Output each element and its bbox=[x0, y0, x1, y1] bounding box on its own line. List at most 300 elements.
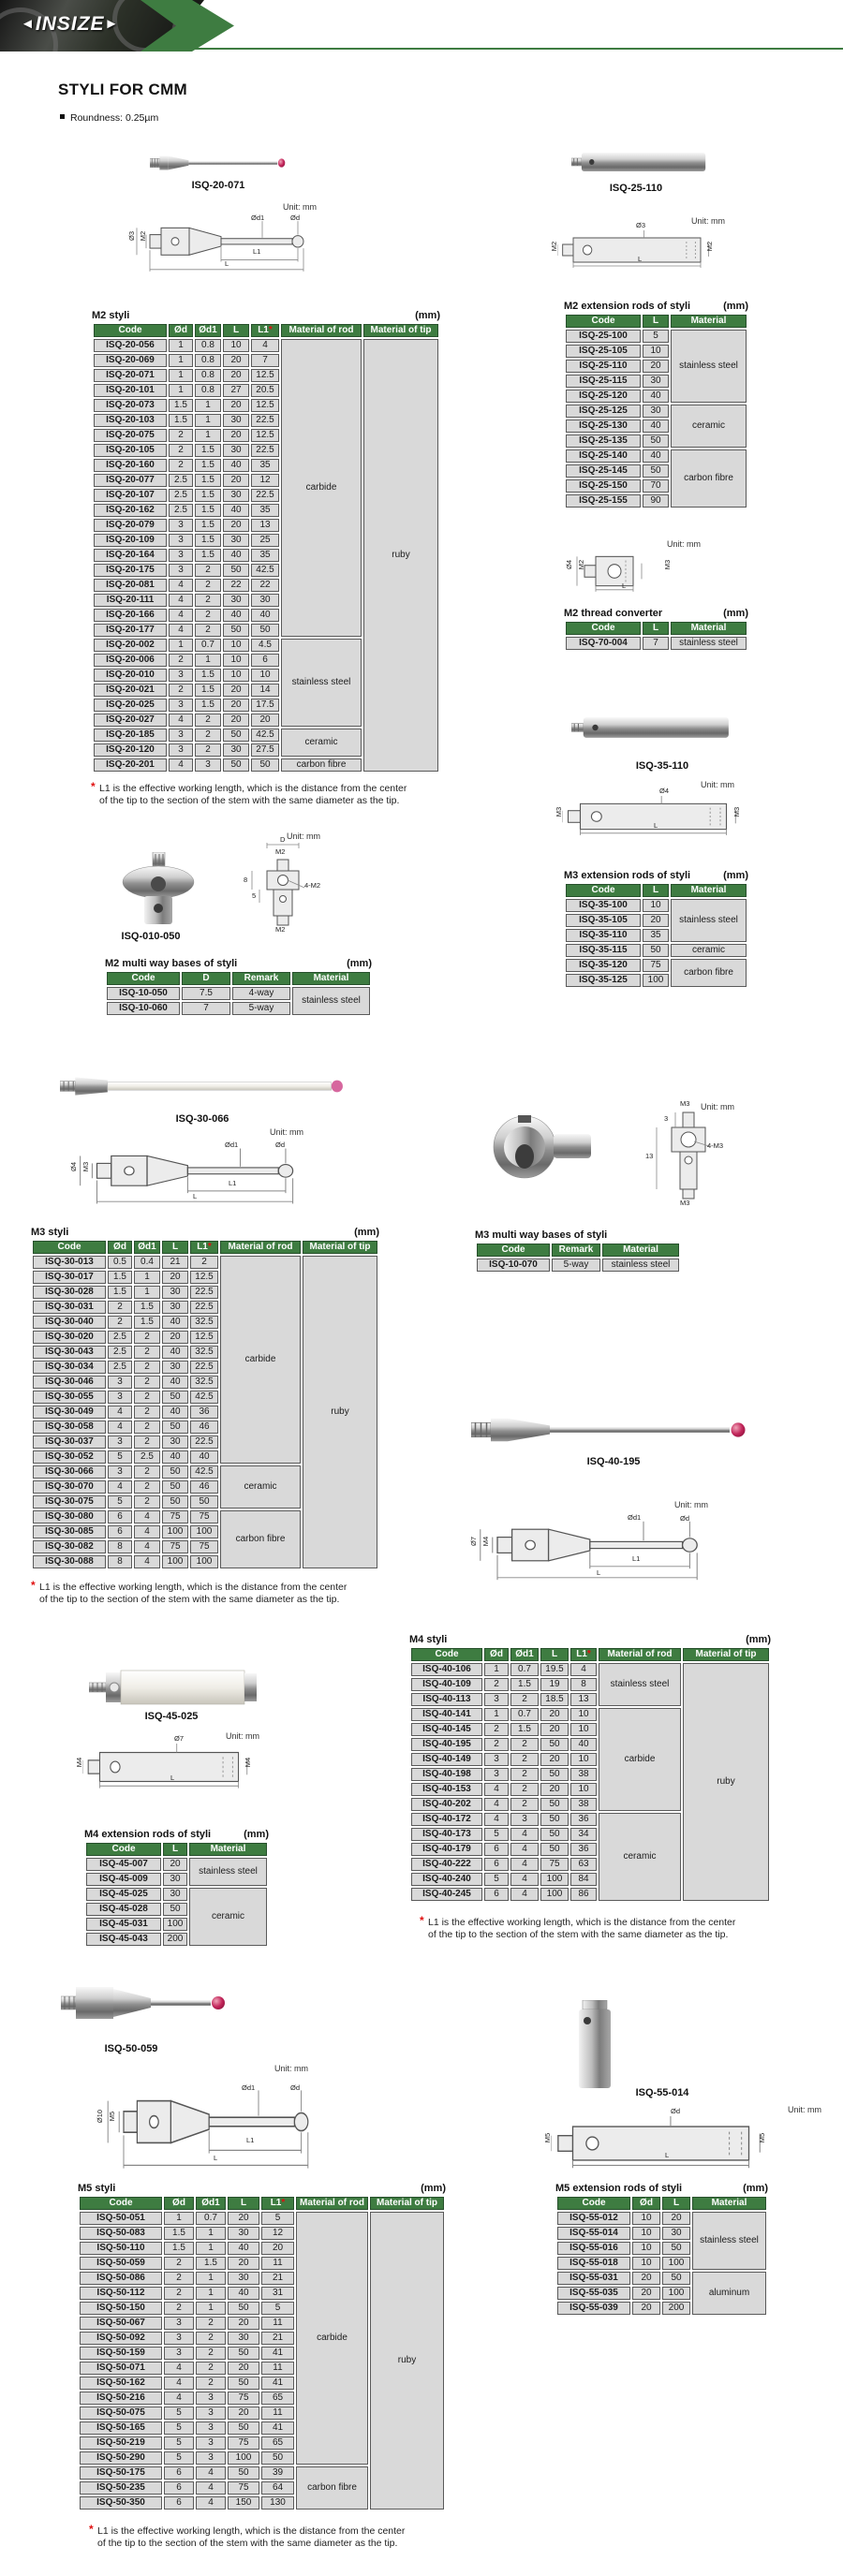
value-cell: 11 bbox=[261, 2362, 294, 2375]
value-cell: 20.5 bbox=[251, 384, 279, 397]
value-cell: 30 bbox=[162, 1435, 188, 1449]
value-cell: 2 bbox=[196, 2332, 226, 2345]
value-cell: 36 bbox=[570, 1813, 597, 1826]
value-cell: 20 bbox=[223, 474, 249, 487]
dim-label: Ød1 bbox=[628, 1513, 642, 1522]
column-header: L bbox=[163, 1843, 187, 1856]
code-cell: ISQ-20-069 bbox=[94, 354, 167, 367]
value-cell: 42.5 bbox=[190, 1465, 218, 1479]
value-cell: 22 bbox=[223, 579, 249, 592]
value-cell: 1.5 bbox=[195, 444, 221, 457]
value-cell: 20 bbox=[228, 2407, 259, 2420]
value-cell: 30 bbox=[223, 414, 249, 427]
table-row bbox=[477, 1259, 679, 1272]
dim-label: Ød bbox=[290, 2083, 301, 2092]
material-cell: stainless steel bbox=[692, 2212, 766, 2270]
isq-35-110-photo bbox=[571, 715, 731, 740]
code-cell: ISQ-30-040 bbox=[33, 1316, 106, 1329]
value-cell: 5 bbox=[164, 2451, 194, 2465]
code-cell: ISQ-50-175 bbox=[80, 2466, 162, 2480]
value-cell: 22.5 bbox=[251, 489, 279, 502]
value-cell: 40 bbox=[570, 1738, 597, 1751]
isq-010-050-label: ISQ-010-050 bbox=[121, 931, 181, 942]
value-cell: 100 bbox=[540, 1888, 569, 1901]
value-cell: 27.5 bbox=[251, 743, 279, 757]
value-cell: 42.5 bbox=[251, 729, 279, 742]
material-cell: stainless steel bbox=[671, 330, 747, 403]
value-cell: 5 bbox=[484, 1828, 509, 1841]
material-cell: stainless steel bbox=[292, 987, 370, 1015]
value-cell: 1 bbox=[196, 2272, 226, 2285]
column-header: L bbox=[162, 1241, 188, 1254]
value-cell: 50 bbox=[228, 2377, 259, 2390]
dim-label: M2 bbox=[139, 230, 148, 242]
section-title: M3 styli bbox=[31, 1227, 69, 1238]
column-header: Ød bbox=[169, 324, 193, 337]
dim-label: L bbox=[597, 1568, 601, 1577]
dim-label: L bbox=[638, 255, 643, 263]
section-unit: (mm) bbox=[354, 1227, 379, 1238]
code-cell: ISQ-50-235 bbox=[80, 2481, 162, 2495]
footnote-line: L1 is the effective working length, which is the distance from the center bbox=[97, 2525, 406, 2537]
value-cell: 2 bbox=[134, 1406, 160, 1419]
value-cell: 20 bbox=[223, 429, 249, 442]
value-cell: 1.5 bbox=[196, 2257, 226, 2270]
dim-label: Ø7 bbox=[174, 1734, 185, 1743]
value-cell: 5-way bbox=[552, 1259, 600, 1272]
value-cell: 1.5 bbox=[169, 414, 193, 427]
footnote-line: of the tip to the section of the stem with the same diameter as the tip. bbox=[97, 2538, 398, 2549]
value-cell: 50 bbox=[162, 1420, 188, 1434]
value-cell: 12.5 bbox=[190, 1331, 218, 1344]
column-header: L1* bbox=[251, 324, 279, 337]
value-cell: 50 bbox=[643, 434, 669, 448]
footnote-line: L1 is the effective working length, which is the distance from the center bbox=[39, 1582, 348, 1593]
value-cell: 8 bbox=[108, 1555, 132, 1568]
roundness-text: Roundness: 0.25µm bbox=[70, 112, 159, 124]
value-cell: 1 bbox=[164, 2212, 194, 2225]
unit-note: Unit: mm bbox=[283, 202, 317, 212]
m5-styli-title bbox=[78, 2183, 446, 2194]
m2-converter-table-grid bbox=[564, 620, 748, 652]
value-cell: 19.5 bbox=[540, 1663, 569, 1676]
value-cell: 40 bbox=[223, 504, 249, 517]
dim-label: Ød1 bbox=[225, 1141, 239, 1149]
code-cell: ISQ-55-031 bbox=[557, 2272, 630, 2285]
isq-20-071-label: ISQ-20-071 bbox=[191, 180, 245, 191]
value-cell: 100 bbox=[662, 2287, 690, 2300]
footnote-line: of the tip to the section of the stem with the same diameter as the tip. bbox=[39, 1594, 340, 1605]
value-cell: 10 bbox=[570, 1723, 597, 1736]
code-cell: ISQ-55-016 bbox=[557, 2242, 630, 2255]
section-title: M4 styli bbox=[409, 1634, 448, 1645]
code-cell: ISQ-35-100 bbox=[566, 899, 641, 912]
value-cell: 3 bbox=[169, 519, 193, 532]
table-row bbox=[566, 449, 747, 463]
value-cell: 100 bbox=[228, 2451, 259, 2465]
value-cell: 3 bbox=[164, 2347, 194, 2360]
unit-note: Unit: mm bbox=[667, 539, 701, 549]
value-cell: 2 bbox=[134, 1480, 160, 1494]
dim-label: L bbox=[225, 259, 229, 268]
value-cell: 6 bbox=[108, 1525, 132, 1538]
column-header: Ød bbox=[632, 2197, 660, 2210]
code-cell: ISQ-30-020 bbox=[33, 1331, 106, 1344]
dim-label: Ø4 bbox=[659, 787, 670, 795]
value-cell: 50 bbox=[223, 624, 249, 637]
value-cell: 22.5 bbox=[251, 444, 279, 457]
dim-label: M2 bbox=[275, 847, 286, 856]
column-header: Code bbox=[477, 1244, 550, 1257]
material-cell: ceramic bbox=[599, 1813, 681, 1901]
value-cell: 39 bbox=[261, 2466, 294, 2480]
dim-label: Ø4 bbox=[69, 1161, 79, 1172]
dim-label: L bbox=[193, 1192, 198, 1200]
code-cell: ISQ-20-164 bbox=[94, 549, 167, 562]
value-cell: 4 bbox=[484, 1783, 509, 1796]
value-cell: 40 bbox=[162, 1376, 188, 1389]
m2-converter-diagram bbox=[565, 549, 681, 594]
material-cell: carbide bbox=[281, 339, 362, 637]
code-cell: ISQ-40-106 bbox=[411, 1663, 482, 1676]
dim-label: L bbox=[622, 581, 627, 590]
value-cell: 50 bbox=[190, 1495, 218, 1509]
table-row bbox=[411, 1663, 769, 1676]
footnote-line: of the tip to the section of the stem with the same diameter as the tip. bbox=[428, 1929, 729, 1940]
value-cell: 75 bbox=[190, 1540, 218, 1553]
value-cell: 3 bbox=[510, 1813, 539, 1826]
isq-25-110-label: ISQ-25-110 bbox=[609, 183, 663, 194]
m3-ext-table-grid bbox=[564, 882, 748, 989]
roundness-bullet bbox=[60, 112, 158, 124]
column-header: L bbox=[223, 324, 249, 337]
value-cell: 4 bbox=[510, 1888, 539, 1901]
code-cell: ISQ-40-173 bbox=[411, 1828, 482, 1841]
code-cell: ISQ-45-009 bbox=[86, 1873, 161, 1886]
value-cell: 1 bbox=[196, 2287, 226, 2300]
value-cell: 1 bbox=[169, 384, 193, 397]
section-title: M2 extension rods of styli bbox=[564, 301, 691, 312]
value-cell: 17.5 bbox=[251, 699, 279, 712]
table-row bbox=[557, 2212, 766, 2225]
value-cell: 4 bbox=[510, 1828, 539, 1841]
value-cell: 100 bbox=[190, 1555, 218, 1568]
value-cell: 21 bbox=[261, 2332, 294, 2345]
material-cell: carbon fibre bbox=[281, 758, 362, 772]
unit-note: Unit: mm bbox=[691, 216, 725, 226]
isq-30-066-photo bbox=[60, 1071, 346, 1101]
value-cell: 0.7 bbox=[510, 1708, 539, 1721]
value-cell: 22.5 bbox=[190, 1435, 218, 1449]
unit-note: Unit: mm bbox=[287, 832, 320, 841]
value-cell: 20 bbox=[228, 2317, 259, 2330]
value-cell: 90 bbox=[643, 494, 669, 508]
code-cell: ISQ-20-056 bbox=[94, 339, 167, 352]
value-cell: 30 bbox=[643, 405, 669, 418]
column-header: L bbox=[643, 315, 669, 328]
value-cell: 1.5 bbox=[108, 1271, 132, 1284]
value-cell: 2 bbox=[510, 1783, 539, 1796]
section-unit: (mm) bbox=[347, 958, 372, 969]
value-cell: 22.5 bbox=[190, 1301, 218, 1314]
code-cell: ISQ-30-017 bbox=[33, 1271, 106, 1284]
column-header: D bbox=[182, 972, 230, 985]
table-row bbox=[566, 959, 747, 972]
section-title: M4 extension rods of styli bbox=[84, 1829, 212, 1840]
code-cell: ISQ-40-198 bbox=[411, 1768, 482, 1781]
value-cell: 4 bbox=[134, 1510, 160, 1524]
m2-bases-table bbox=[105, 970, 372, 1017]
code-cell: ISQ-45-025 bbox=[86, 1888, 161, 1901]
value-cell: 19 bbox=[540, 1678, 569, 1691]
value-cell: 20 bbox=[223, 369, 249, 382]
logo-arrow-right-icon: ► bbox=[104, 16, 120, 32]
m3-bases-title bbox=[475, 1229, 681, 1241]
value-cell: 100 bbox=[163, 1918, 187, 1931]
value-cell: 50 bbox=[251, 758, 279, 772]
unit-note: Unit: mm bbox=[788, 2105, 821, 2114]
value-cell: 30 bbox=[223, 743, 249, 757]
value-cell: 38 bbox=[570, 1768, 597, 1781]
value-cell: 100 bbox=[162, 1555, 188, 1568]
value-cell: 0.7 bbox=[195, 639, 221, 652]
value-cell: 30 bbox=[223, 444, 249, 457]
code-cell: ISQ-25-145 bbox=[566, 464, 641, 478]
material-cell: carbon fibre bbox=[671, 449, 747, 508]
value-cell: 1.5 bbox=[195, 534, 221, 547]
value-cell: 38 bbox=[570, 1798, 597, 1811]
m2-bases-table-grid bbox=[105, 970, 372, 1017]
column-header: Code bbox=[566, 884, 641, 897]
isq-40-195-label: ISQ-40-195 bbox=[586, 1456, 641, 1467]
material-cell: carbon fibre bbox=[671, 959, 747, 987]
section-unit: (mm) bbox=[244, 1829, 269, 1840]
section-title: M3 extension rods of styli bbox=[564, 870, 691, 881]
material-cell: ceramic bbox=[220, 1465, 301, 1509]
value-cell: 21 bbox=[162, 1256, 188, 1269]
value-cell: 42.5 bbox=[251, 564, 279, 577]
value-cell: 30 bbox=[251, 594, 279, 607]
value-cell: 50 bbox=[662, 2242, 690, 2255]
value-cell: 40 bbox=[223, 549, 249, 562]
value-cell: 3 bbox=[484, 1753, 509, 1766]
value-cell: 2 bbox=[169, 429, 193, 442]
value-cell: 2 bbox=[510, 1738, 539, 1751]
m3-styli-title bbox=[31, 1227, 379, 1238]
value-cell: 50 bbox=[540, 1813, 569, 1826]
value-cell: 75 bbox=[228, 2436, 259, 2450]
value-cell: 6 bbox=[251, 654, 279, 667]
value-cell: 2 bbox=[195, 609, 221, 622]
m2-ext-diagram bbox=[550, 221, 717, 270]
value-cell: 0.8 bbox=[195, 369, 221, 382]
code-cell: ISQ-40-202 bbox=[411, 1798, 482, 1811]
code-cell: ISQ-40-141 bbox=[411, 1708, 482, 1721]
value-cell: 1 bbox=[484, 1708, 509, 1721]
value-cell: 150 bbox=[228, 2496, 259, 2510]
value-cell: 50 bbox=[540, 1843, 569, 1856]
value-cell: 20 bbox=[662, 2212, 690, 2225]
material-cell: carbon fibre bbox=[220, 1510, 301, 1568]
code-cell: ISQ-20-201 bbox=[94, 758, 167, 772]
value-cell: 41 bbox=[261, 2377, 294, 2390]
code-cell: ISQ-40-222 bbox=[411, 1858, 482, 1871]
value-cell: 20 bbox=[223, 519, 249, 532]
value-cell: 31 bbox=[261, 2287, 294, 2300]
dim-label: Ød1 bbox=[242, 2083, 256, 2092]
code-cell: ISQ-25-135 bbox=[566, 434, 641, 448]
value-cell: 2 bbox=[196, 2317, 226, 2330]
value-cell: 1.5 bbox=[195, 459, 221, 472]
value-cell: 1 bbox=[195, 654, 221, 667]
value-cell: 10 bbox=[632, 2242, 660, 2255]
footnote bbox=[99, 783, 407, 807]
value-cell: 50 bbox=[540, 1798, 569, 1811]
value-cell: 4 bbox=[484, 1798, 509, 1811]
section-title: M2 multi way bases of styli bbox=[105, 958, 238, 969]
code-cell: ISQ-25-100 bbox=[566, 330, 641, 343]
code-cell: ISQ-30-037 bbox=[33, 1435, 106, 1449]
value-cell: 40 bbox=[643, 390, 669, 403]
value-cell: 20 bbox=[643, 360, 669, 373]
value-cell: 22 bbox=[251, 579, 279, 592]
value-cell: 2 bbox=[134, 1376, 160, 1389]
code-cell: ISQ-45-007 bbox=[86, 1858, 161, 1871]
value-cell: 11 bbox=[261, 2407, 294, 2420]
table-row bbox=[557, 2272, 766, 2285]
value-cell: 12 bbox=[261, 2227, 294, 2240]
isq-55-014-photo bbox=[575, 2000, 614, 2090]
table-row bbox=[33, 1256, 377, 1269]
value-cell: 40 bbox=[251, 609, 279, 622]
value-cell: 20 bbox=[251, 714, 279, 727]
value-cell: 5 bbox=[261, 2302, 294, 2315]
code-cell: ISQ-30-028 bbox=[33, 1286, 106, 1299]
column-header: Code bbox=[107, 972, 180, 985]
value-cell: 4 bbox=[169, 624, 193, 637]
dim-label: M5 bbox=[758, 2132, 767, 2143]
value-cell: 4 bbox=[108, 1420, 132, 1434]
value-cell: 41 bbox=[261, 2347, 294, 2360]
value-cell: 11 bbox=[261, 2257, 294, 2270]
value-cell: 10 bbox=[643, 899, 669, 912]
value-cell: 20 bbox=[632, 2302, 660, 2315]
value-cell: 10 bbox=[570, 1753, 597, 1766]
code-cell: ISQ-10-060 bbox=[107, 1002, 180, 1015]
code-cell: ISQ-40-240 bbox=[411, 1873, 482, 1886]
code-cell: ISQ-25-130 bbox=[566, 420, 641, 433]
value-cell: 32.5 bbox=[190, 1376, 218, 1389]
m5-styli-diagram bbox=[96, 2083, 326, 2174]
code-cell: ISQ-50-290 bbox=[80, 2451, 162, 2465]
value-cell: 6 bbox=[164, 2481, 194, 2495]
value-cell: 1 bbox=[134, 1271, 160, 1284]
dim-label: Ød bbox=[290, 213, 301, 222]
m2-ext-table-grid bbox=[564, 313, 748, 509]
code-cell: ISQ-30-082 bbox=[33, 1540, 106, 1553]
unit-note: Unit: mm bbox=[274, 2064, 308, 2073]
code-cell: ISQ-10-070 bbox=[477, 1259, 550, 1272]
value-cell: 1 bbox=[195, 399, 221, 412]
dim-label: M5 bbox=[543, 2132, 553, 2143]
value-cell: 10 bbox=[223, 669, 249, 682]
section-unit: (mm) bbox=[723, 870, 748, 881]
footnote-line: L1 is the effective working length, which is the distance from the center bbox=[99, 783, 407, 794]
value-cell: 20 bbox=[632, 2272, 660, 2285]
dim-label: Ø10 bbox=[96, 2109, 105, 2124]
value-cell: 4-way bbox=[232, 987, 290, 1000]
value-cell: 22.5 bbox=[190, 1361, 218, 1374]
value-cell: 30 bbox=[162, 1361, 188, 1374]
section-unit: (mm) bbox=[746, 1634, 771, 1645]
m5-ext-table bbox=[555, 2195, 768, 2317]
material-cell: ceramic bbox=[671, 405, 747, 448]
dim-label: M3 bbox=[555, 806, 564, 817]
m5-styli-table-grid bbox=[78, 2195, 446, 2511]
column-header: L1* bbox=[261, 2197, 294, 2210]
value-cell: 3 bbox=[108, 1376, 132, 1389]
column-header: Material of tip bbox=[303, 1241, 377, 1254]
value-cell: 3 bbox=[484, 1768, 509, 1781]
value-cell: 2.5 bbox=[108, 1346, 132, 1359]
column-header: Material of rod bbox=[281, 324, 362, 337]
value-cell: 1 bbox=[195, 429, 221, 442]
code-cell: ISQ-30-034 bbox=[33, 1361, 106, 1374]
code-cell: ISQ-30-088 bbox=[33, 1555, 106, 1568]
value-cell: 20 bbox=[643, 914, 669, 927]
value-cell: 20 bbox=[223, 714, 249, 727]
value-cell: 50 bbox=[662, 2272, 690, 2285]
value-cell: 3 bbox=[164, 2317, 194, 2330]
value-cell: 100 bbox=[190, 1525, 218, 1538]
column-header: Code bbox=[94, 324, 167, 337]
code-cell: ISQ-50-071 bbox=[80, 2362, 162, 2375]
code-cell: ISQ-50-159 bbox=[80, 2347, 162, 2360]
dim-label: M2 bbox=[550, 241, 559, 252]
dim-label: Ød bbox=[680, 1514, 690, 1523]
value-cell: 2 bbox=[169, 684, 193, 697]
value-cell: 1 bbox=[196, 2302, 226, 2315]
m2-styli-table bbox=[92, 322, 440, 773]
value-cell: 2 bbox=[510, 1753, 539, 1766]
value-cell: 1 bbox=[169, 369, 193, 382]
value-cell: 30 bbox=[223, 534, 249, 547]
material-cell: ceramic bbox=[281, 729, 362, 757]
material-cell: ruby bbox=[303, 1256, 377, 1568]
code-cell: ISQ-45-031 bbox=[86, 1918, 161, 1931]
value-cell: 40 bbox=[643, 420, 669, 433]
value-cell: 2 bbox=[484, 1723, 509, 1736]
m4-styli-table bbox=[409, 1646, 771, 1903]
value-cell: 4 bbox=[164, 2362, 194, 2375]
code-cell: ISQ-70-004 bbox=[566, 637, 641, 650]
value-cell: 65 bbox=[261, 2436, 294, 2450]
code-cell: ISQ-20-081 bbox=[94, 579, 167, 592]
value-cell: 2 bbox=[169, 444, 193, 457]
value-cell: 1.5 bbox=[195, 669, 221, 682]
column-header: Ød1 bbox=[134, 1241, 160, 1254]
footnote-line: of the tip to the section of the stem with the same diameter as the tip. bbox=[99, 795, 400, 806]
value-cell: 6 bbox=[484, 1858, 509, 1871]
code-cell: ISQ-20-103 bbox=[94, 414, 167, 427]
isq-010-050-photo bbox=[114, 852, 203, 931]
value-cell: 1.5 bbox=[195, 519, 221, 532]
value-cell: 10 bbox=[632, 2257, 660, 2270]
table-row bbox=[94, 339, 438, 352]
value-cell: 2.5 bbox=[134, 1450, 160, 1464]
value-cell: 50 bbox=[223, 564, 249, 577]
code-cell: ISQ-20-166 bbox=[94, 609, 167, 622]
